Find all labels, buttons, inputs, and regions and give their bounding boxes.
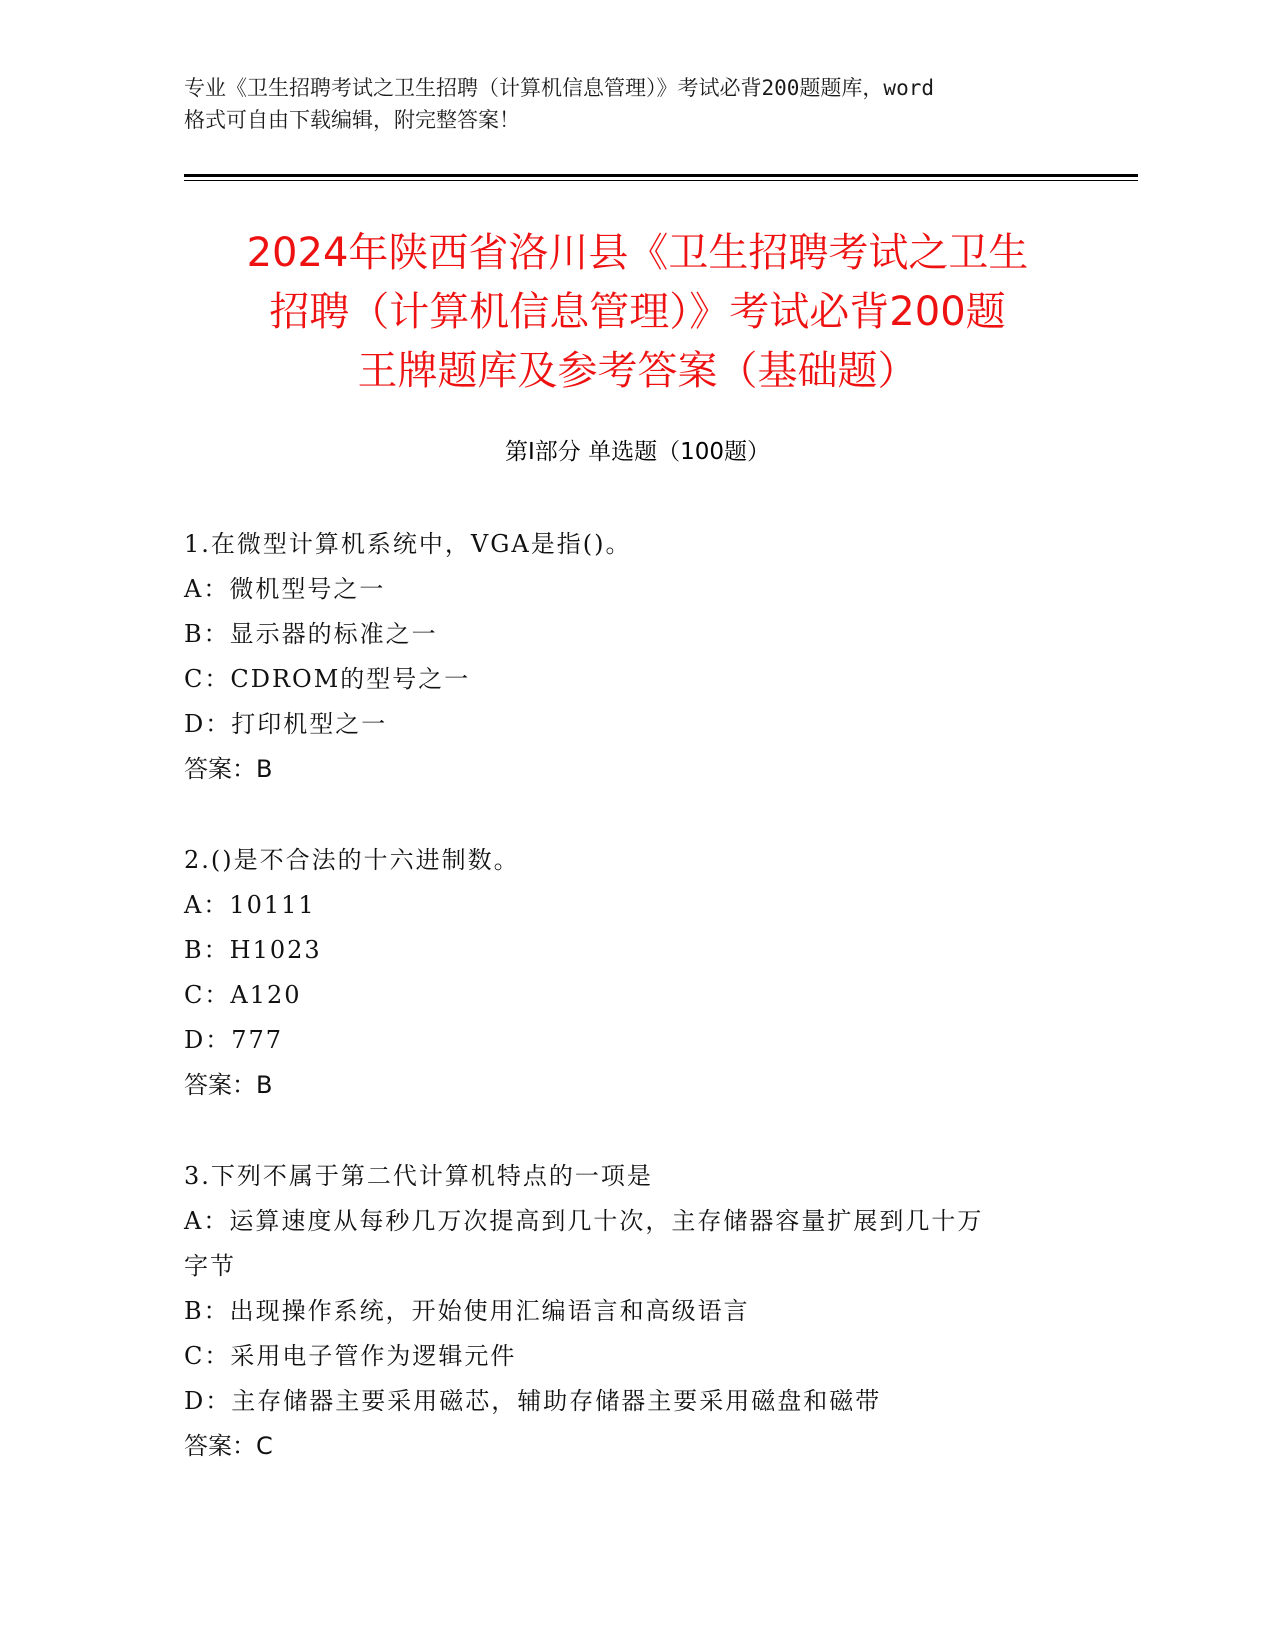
option-d: D：777 [184,1026,284,1054]
option-a: A：运算速度从每秒几万次提高到几十次，主存储器容量扩展到几十万 [184,1207,984,1235]
option-c: C：CDROM的型号之一 [184,665,471,693]
answer-line: 答案：B [184,1071,273,1099]
section-heading: 第Ⅰ部分 单选题（100题） [505,439,770,465]
question-stem: 3.下列不属于第二代计算机特点的一项是 [184,1162,653,1190]
header-divider-thin [184,180,1138,181]
title-line: 2024年陕西省洛川县《卫生招聘考试之卫生 [246,230,1029,276]
option-a-continued: 字节 [184,1252,236,1280]
header-divider [184,174,1138,177]
document-title [160,224,1115,401]
header-note [184,72,1084,136]
question-block [184,1154,1064,1469]
option-a: A：10111 [184,891,316,919]
header-note-line: 专业《卫生招聘考试之卫生招聘（计算机信息管理）》考试必背200题题库，word [184,76,934,100]
header-note-line: 格式可自由下载编辑，附完整答案！ [184,108,520,132]
option-b: B：出现操作系统，开始使用汇编语言和高级语言 [184,1297,750,1325]
title-line: 王牌题库及参考答案（基础题） [357,348,918,394]
option-d: D：主存储器主要采用磁芯，辅助存储器主要采用磁盘和磁带 [184,1387,882,1415]
option-b: B：H1023 [184,936,322,964]
question-stem: 2.()是不合法的十六进制数。 [184,846,520,874]
option-b: B：显示器的标准之一 [184,620,438,648]
answer-line: 答案：C [184,1432,273,1460]
question-block [184,838,1064,1108]
question-block [184,522,1064,792]
option-a: A：微机型号之一 [184,575,386,603]
option-c: C：采用电子管作为逻辑元件 [184,1342,517,1370]
option-c: C：A120 [184,981,302,1009]
answer-line: 答案：B [184,755,273,783]
title-line: 招聘（计算机信息管理）》考试必背200题 [269,289,1006,335]
question-stem: 1.在微型计算机系统中，VGA是指()。 [184,530,632,558]
option-d: D：打印机型之一 [184,710,388,738]
